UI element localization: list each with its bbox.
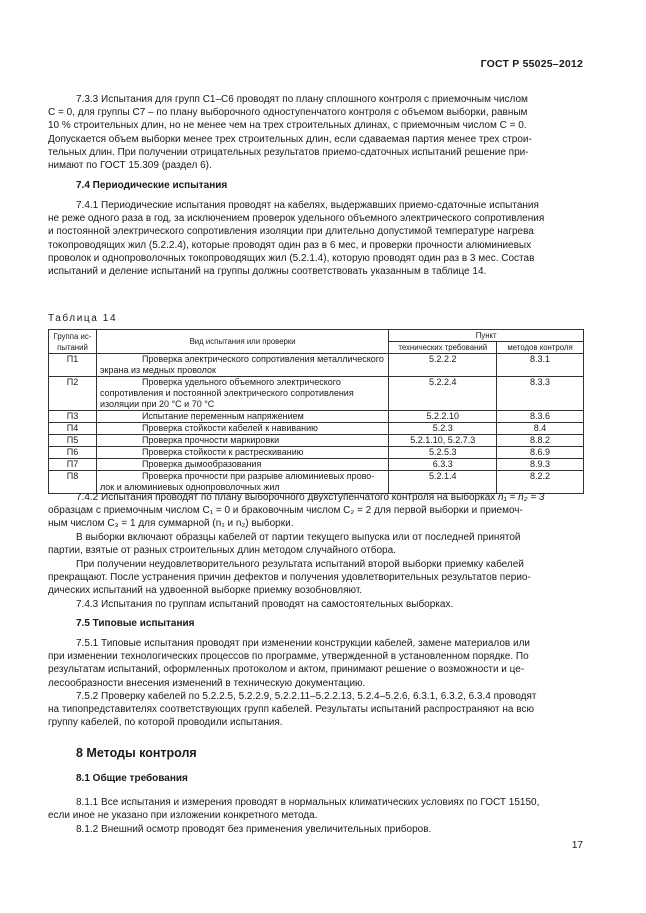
cell-group: П8 xyxy=(49,471,97,494)
cell-method: 8.3.3 xyxy=(497,377,584,411)
cell-method: 8.3.1 xyxy=(497,354,584,377)
paragraph-sample: В выборки включают образцы кабелей от партии текущего выпуска или от последней принятой партии, взятые от разных строительных длин методом случайного отбора. xyxy=(48,532,521,557)
cell-requirement: 5.2.1.4 xyxy=(389,471,497,494)
heading-8: 8 Методы контроля xyxy=(76,746,197,760)
page-number: 17 xyxy=(571,840,583,851)
cell-requirement: 5.2.2.4 xyxy=(389,377,497,411)
col-header-methods: методов контроля xyxy=(497,342,584,354)
table-14 xyxy=(48,329,584,494)
paragraph-7-3-3: 7.3.3 Испытания для групп С1–С6 проводят по плану сплошного контроля с приемочным числом С = 0, для группы С7 – по плану выборочного одноступенчатого контроля с объемом выборки, равным 10 % строительных длин, но не менее чем на трех строительных длинах, с приемочным числом С = 0. Допускается объем выборки менее трех строительных длин, если сдаваемая партия менее трех строи- тельных длин. При получении отрицательных результатов приемо-сдаточных испытаний решение при- нимают по ГОСТ 15.309 (раздел 6). xyxy=(48,94,532,172)
table-row xyxy=(49,354,584,377)
table-row xyxy=(49,377,584,411)
cell-group: П2 xyxy=(49,377,97,411)
cell-method: 8.9.3 xyxy=(497,459,584,471)
table-caption: Таблица 14 xyxy=(48,313,118,324)
col-header-clause: Пункт xyxy=(389,330,584,342)
cell-requirement: 6.3.3 xyxy=(389,459,497,471)
cell-requirement: 5.2.5.3 xyxy=(389,447,497,459)
cell-method: 8.4 xyxy=(497,423,584,435)
cell-group: П6 xyxy=(49,447,97,459)
paragraph-7-5-2: 7.5.2 Проверку кабелей по 5.2.2.5, 5.2.2.9, 5.2.2.11–5.2.2.13, 5.2.4–5.2.6, 6.3.1, 6.3.2, 6.3.4 проводят на типопредставителях соответствующих групп кабелей. Результаты испытаний распространяют на всю группу кабелей, по которой проводили испытания. xyxy=(48,691,537,729)
cell-type: Проверка прочности при разрыве алюминиевых прово-лок и алюминиевых однопроволочных жил xyxy=(96,471,388,494)
cell-group: П4 xyxy=(49,423,97,435)
paragraph-7-5-1: 7.5.1 Типовые испытания проводят при изменении конструкции кабелей, замене материалов или при изменении технологических процессов по программе, утвержденной в установленном порядке. По результатам испытаний, оформленных протоколом и актом, принимают решение о возможности и це- лесообразности внесения изменений в техническую документацию. xyxy=(48,638,531,689)
cell-method: 8.2.2 xyxy=(497,471,584,494)
cell-type: Проверка электрического сопротивления металлического экрана из медных проволок xyxy=(96,354,388,377)
table-row xyxy=(49,459,584,471)
table-row xyxy=(49,447,584,459)
cell-requirement: 5.2.2.10 xyxy=(389,411,497,423)
heading-8-1: 8.1 Общие требования xyxy=(76,773,188,784)
table-row xyxy=(49,435,584,447)
cell-type: Проверка дымообразования xyxy=(96,459,388,471)
col-header-group: Группа ис-пытаний xyxy=(49,330,97,354)
document-header: ГОСТ Р 55025–2012 xyxy=(480,58,583,70)
paragraph-8-1-2: 8.1.2 Внешний осмотр проводят без применения увеличительных приборов. xyxy=(76,824,432,835)
heading-7-4: 7.4 Периодические испытания xyxy=(76,180,228,191)
cell-requirement: 5.2.2.2 xyxy=(389,354,497,377)
paragraph-7-4-1: 7.4.1 Периодические испытания проводят на кабелях, выдержавших приемо-сдаточные испытания не реже одного раза в год, за исключением проверок удельного объемного электрического сопротивления и постоянной электрического сопротивления изоляции при длительно допустимой температуре нагрева токопроводящих жил (5.2.2.4), которые проводят один раз в 6 мес, и проверки прочности алюминиевых проволок и однопроволочных токопроводящих жил (5.2.1.4), которую проводят один раз в 3 мес. Состав испытаний и деление испытаний на группы должны соответствовать указанным в таблице 14. xyxy=(48,200,545,278)
cell-type: Проверка стойкости к растрескиванию xyxy=(96,447,388,459)
cell-group: П3 xyxy=(49,411,97,423)
cell-group: П7 xyxy=(49,459,97,471)
cell-group: П1 xyxy=(49,354,97,377)
col-header-type: Вид испытания или проверки xyxy=(96,330,388,354)
table-row xyxy=(49,411,584,423)
cell-type: Испытание переменным напряжением xyxy=(96,411,388,423)
cell-group: П5 xyxy=(49,435,97,447)
cell-method: 8.6.9 xyxy=(497,447,584,459)
cell-type: Проверка удельного объемного электрического сопротивления и постоянной электрического сопротивления изоляции при 20 °С и 70 °С xyxy=(96,377,388,411)
cell-requirement: 5.2.1.10, 5.2.7.3 xyxy=(389,435,497,447)
cell-requirement: 5.2.3 xyxy=(389,423,497,435)
cell-method: 8.3.6 xyxy=(497,411,584,423)
table-row xyxy=(49,423,584,435)
heading-7-5: 7.5 Типовые испытания xyxy=(76,618,195,629)
cell-type: Проверка стойкости кабелей к навиванию xyxy=(96,423,388,435)
paragraph-failure: При получении неудовлетворительного результата испытаний второй выборки приемку кабелей прекращают. После устранения причин дефектов и получения удовлетворительных результатов перио- дических испытаний на удвоенной выборке приемку возобновляют. xyxy=(48,559,531,597)
paragraph-7-4-3: 7.4.3 Испытания по группам испытаний проводят на самостоятельных выборках. xyxy=(76,599,454,610)
paragraph-7-4-2: 7.4.2 Испытания проводят по плану выборочного двухступенчатого контроля на выборках n₁ = n₂ = 3 образцам с приемочным числом С₁ = 0 и браковочным числом С₂ = 2 для первой выборки и приемоч- ным числом С₃ = 1 для суммарной (n₁ и n₂) выборки. xyxy=(48,492,545,530)
paragraph-8-1-1: 8.1.1 Все испытания и измерения проводят в нормальных климатических условиях по ГОСТ 15150, если иное не указано при изложении конкретного метода. xyxy=(48,797,540,822)
cell-method: 8.8.2 xyxy=(497,435,584,447)
col-header-requirements: технических требований xyxy=(389,342,497,354)
cell-type: Проверка прочности маркировки xyxy=(96,435,388,447)
